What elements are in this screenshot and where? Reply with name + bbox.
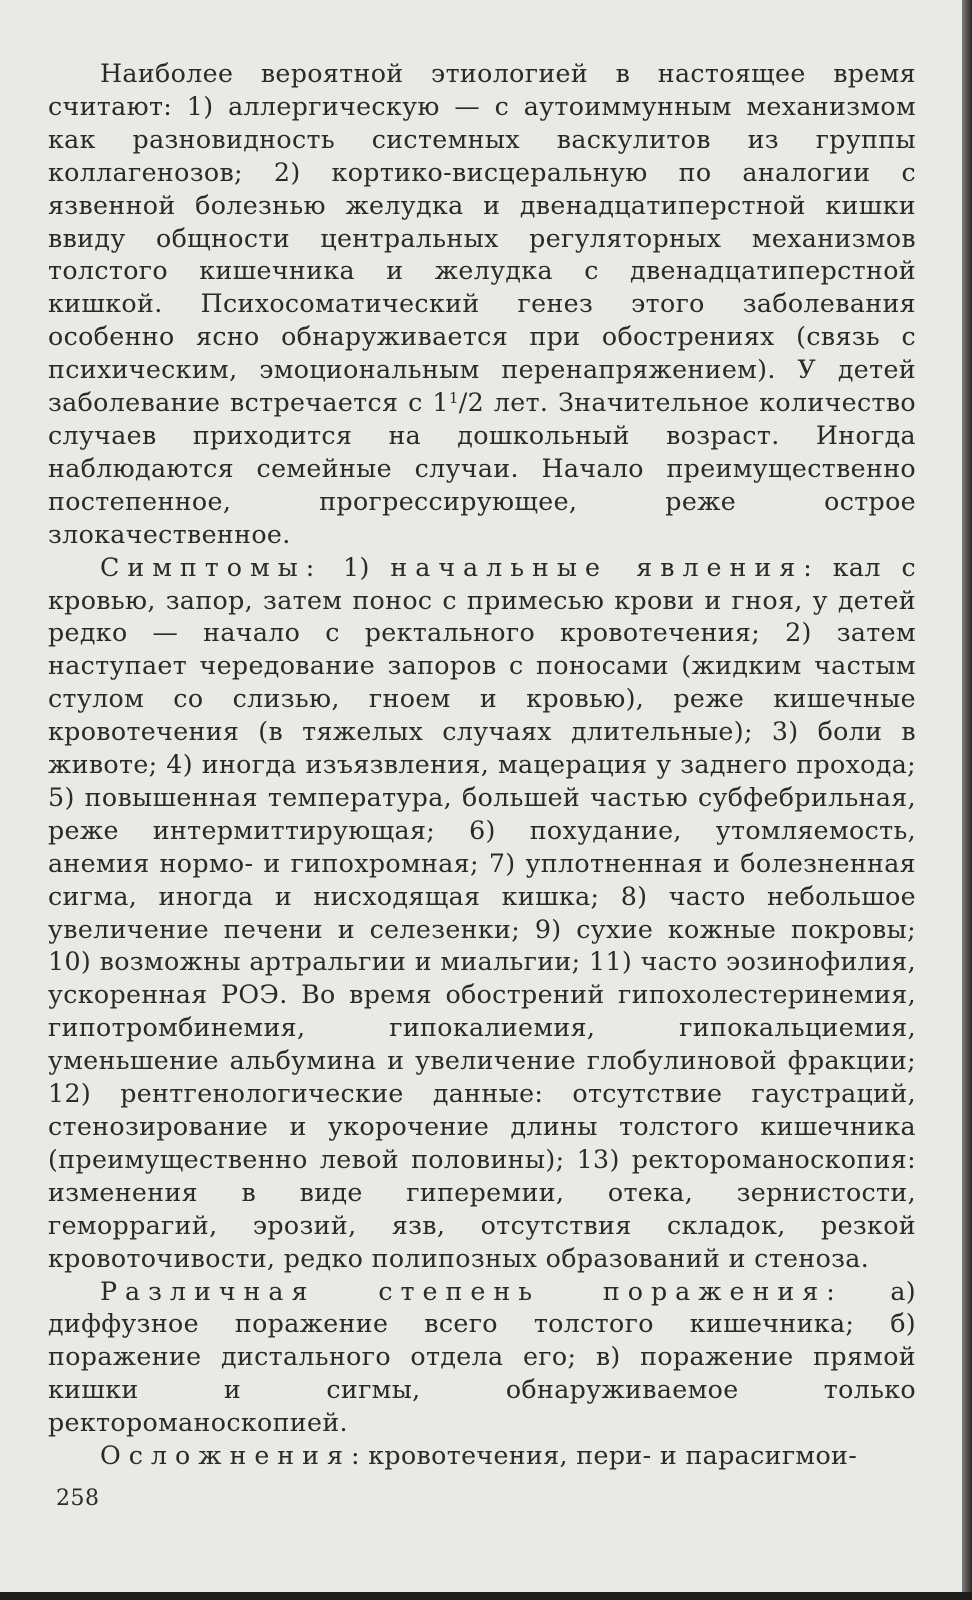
fraction-denominator: 2 [467, 388, 485, 418]
paragraph-etiology: Наиболее вероятной этиологией в настоящее время считают: 1) аллергическую — с аутоиммунным механизмом как разновидность системных васкулитов из группы коллагенозов; 2) кортико-висцеральную по аналогии с язвенной болезнью желудка и двенадцатиперстной кишки ввиду общности центральных регуляторных механизмов толстого кишечника и желудка с двенадцатиперстной кишкой. Психосоматический генез этого заболевания особенно ясно обнаруживается при обострениях (связь с психическим, эмоциональным перенапряжением). У детей заболевание встречается с $1^1/2$ лет. Значительное количество случаев приходится на дошкольный возраст. Иногда наблюдаются семейные случаи. Начало преимущественно постепенное, прогрессирующее, реже острое злокачественное. [48, 59, 916, 549]
body-text [48, 58, 916, 1473]
scan-bottom-border [0, 1592, 972, 1600]
paragraph-complications: Осложнения: кровотечения, пери- и парасигмои- [100, 1441, 858, 1471]
paragraph-lesion-degree: Различная степень поражения: а) диффузное поражение всего толстого кишечника; б) поражение дистального отдела его; в) поражение прямой кишки и сигмы, обнаруживаемое только ректороманоскопией. [48, 1276, 916, 1438]
complications-heading: Осложнения [100, 1441, 351, 1471]
paragraph-symptoms: Симптомы: 1) начальные явления: кал с кровью, запор, затем понос с примесью крови и гноя, у детей редко — начало с ректального кровотечения; 2) затем наступает чередование запоров с поносами (жидким частым стулом со слизью, гноем и кровью), реже кишечные кровотечения (в тяжелых случаях длительные); 3) боли в животе; 4) иногда изъязвления, мацерация у заднего прохода; 5) повышенная температура, большей частью субфебрильная, реже интермиттирующая; 6) похудание, утомляемость, анемия нормо- и гипохромная; 7) уплотненная и болезненная сигма, иногда и нисходящая кишка; 8) часто небольшое увеличение печени и селезенки; 9) сухие кожные покровы; 10) возможны артральгии и миальгии; 11) часто эозинофилия, ускоренная РОЭ. Во время обострений гипохолестеринемия, гипотромбинемия, гипокалиемия, гипокальциемия, уменьшение альбумина и увеличение глобулиновой фракции; 12) рентгенологические данные: отсутствие гаустраций, стенозирование и укорочение длины толстого кишечника (преимущественно левой половины); 13) ректороманоскопия: изменения в виде гиперемии, отека, зернистости, геморрагий, эрозий, язв, отсутствия складок, резкой кровоточивости, редко полипозных образований и стеноза. [48, 552, 916, 1273]
page-number: 258 [56, 1486, 100, 1511]
page-edge-shadow [962, 0, 972, 1600]
lesion-degree-heading: Различная степень поражения [100, 1276, 827, 1306]
fraction-numerator: 1 [448, 389, 459, 408]
symptoms-heading: Симптомы: [100, 552, 323, 582]
initial-phenomena-heading: начальные явления [390, 552, 804, 582]
